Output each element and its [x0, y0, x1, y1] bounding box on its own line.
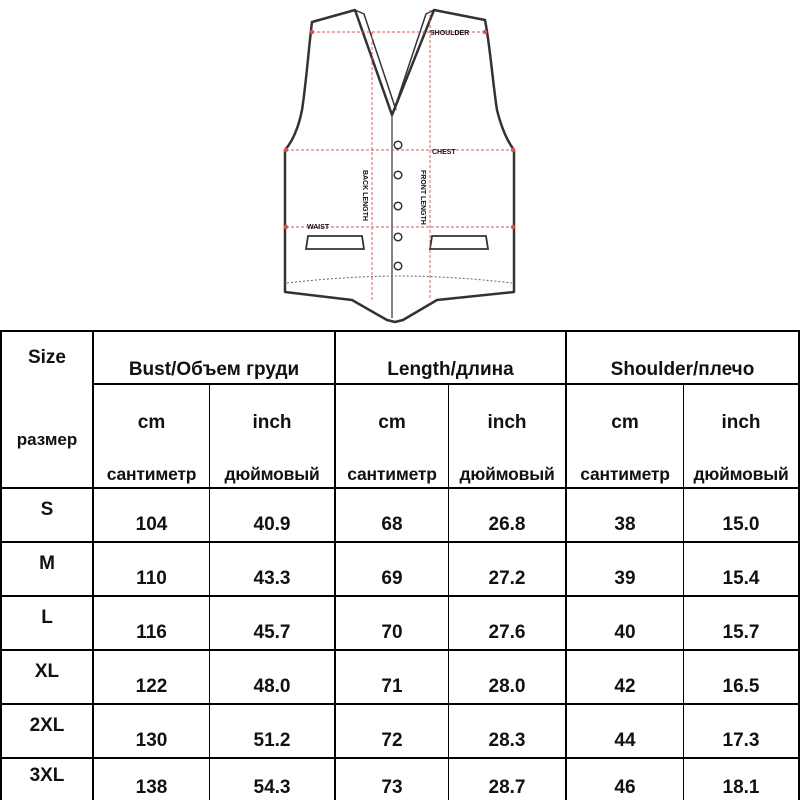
- length-cm-header: cm: [378, 412, 406, 433]
- bust-cm-header-ru: сантиметр: [106, 463, 197, 484]
- length-inch-cell: 26.8: [488, 514, 526, 535]
- bust-inch-cell: 48.0: [253, 676, 291, 697]
- bust-cm-cell: 104: [135, 514, 168, 535]
- bust-inch-cell: 51.2: [253, 730, 291, 751]
- left-pocket: [306, 236, 364, 249]
- size-header: Size: [27, 347, 67, 368]
- length-cm-cell: 72: [381, 730, 403, 751]
- bust-inch-cell: 40.9: [253, 514, 291, 535]
- shoulder-inch-header: inch: [721, 412, 761, 433]
- bust-group-header: Bust/Объем груди: [128, 359, 300, 380]
- shoulder-cm-header: cm: [611, 412, 639, 433]
- shoulder-cm-cell: 44: [614, 730, 636, 751]
- shoulder-cm-cell: 39: [614, 568, 636, 589]
- bust-cm-cell: 130: [135, 730, 168, 751]
- length-cm-header-ru: сантиметр: [347, 463, 437, 484]
- vest-outline: [285, 10, 514, 322]
- shoulder-cm-cell: 46: [614, 777, 636, 798]
- shoulder-inch-cell: 15.4: [722, 568, 760, 589]
- length-inch-header: inch: [487, 412, 527, 433]
- size-cell: XL: [34, 661, 60, 682]
- bust-cm-cell: 138: [135, 777, 168, 798]
- bust-inch-header: inch: [252, 412, 292, 433]
- waist-label: WAIST: [307, 224, 330, 231]
- size-cell: 3XL: [29, 765, 65, 786]
- length-cm-cell: 68: [381, 514, 403, 535]
- bust-cm-cell: 122: [135, 676, 168, 697]
- shoulder-cm-cell: 40: [614, 622, 636, 643]
- bust-inch-header-ru: дюймовый: [224, 463, 320, 484]
- chest-label: CHEST: [432, 149, 456, 156]
- size-header-ru: размер: [16, 430, 78, 449]
- shoulder-label: SHOULDER: [430, 30, 470, 37]
- size-table: [0, 330, 800, 800]
- shoulder-cm-cell: 38: [614, 514, 636, 535]
- shoulder-inch-cell: 17.3: [722, 730, 760, 751]
- shoulder-cm-header-ru: сантиметр: [580, 463, 670, 484]
- length-cm-cell: 69: [381, 568, 403, 589]
- length-inch-cell: 27.2: [488, 568, 526, 589]
- length-inch-cell: 28.3: [488, 730, 526, 751]
- bust-inch-cell: 43.3: [253, 568, 291, 589]
- right-pocket: [430, 236, 488, 249]
- size-cell: 2XL: [29, 715, 65, 736]
- size-cell: L: [41, 607, 53, 628]
- shoulder-inch-cell: 18.1: [722, 777, 760, 798]
- length-group-header: Length/длина: [387, 359, 514, 380]
- bust-cm-header: cm: [137, 412, 166, 433]
- length-inch-cell: 28.7: [488, 777, 526, 798]
- length-cm-cell: 71: [381, 676, 403, 697]
- size-cell: S: [40, 499, 54, 520]
- length-inch-cell: 27.6: [488, 622, 526, 643]
- bust-inch-cell: 54.3: [253, 777, 291, 798]
- shoulder-cm-cell: 42: [614, 676, 636, 697]
- shoulder-inch-cell: 15.7: [722, 622, 760, 643]
- bust-inch-cell: 45.7: [253, 622, 291, 643]
- bust-cm-cell: 110: [136, 568, 167, 589]
- shoulder-group-header: Shoulder/плечо: [610, 359, 755, 380]
- size-cell: M: [39, 553, 55, 574]
- shoulder-inch-header-ru: дюймовый: [693, 463, 789, 484]
- vest-illustration: [0, 0, 800, 330]
- length-inch-cell: 28.0: [488, 676, 526, 697]
- vest-diagram: [0, 0, 800, 330]
- back-length-label: BACK LENGTH: [361, 170, 368, 221]
- front-length-label: FRONT LENGTH: [419, 170, 426, 225]
- bust-cm-cell: 116: [136, 622, 167, 643]
- shoulder-inch-cell: 15.0: [722, 514, 760, 535]
- length-cm-cell: 70: [381, 622, 403, 643]
- length-inch-header-ru: дюймовый: [459, 463, 555, 484]
- shoulder-inch-cell: 16.5: [722, 676, 760, 697]
- length-cm-cell: 73: [381, 777, 403, 798]
